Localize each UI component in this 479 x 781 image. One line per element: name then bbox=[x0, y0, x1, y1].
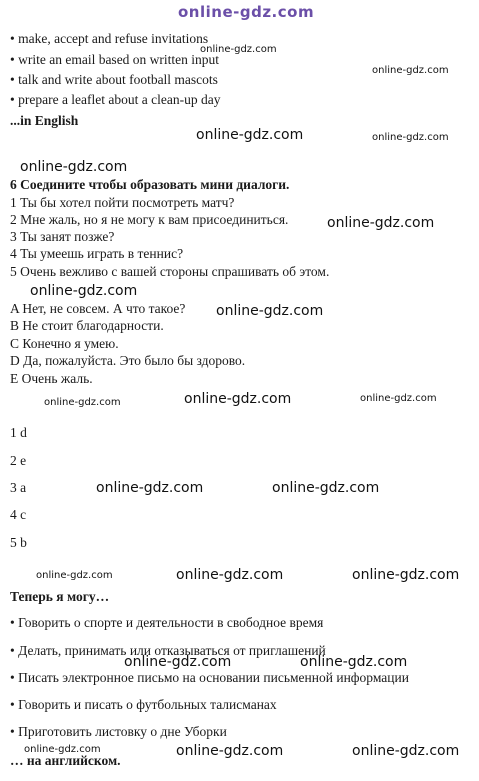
answer-key-item: 1 d bbox=[10, 425, 27, 440]
in-english-heading: ...in English bbox=[10, 113, 79, 128]
goal-item: • prepare a leaflet about a clean-up day bbox=[10, 92, 221, 107]
answer-item: E Очень жаль. bbox=[10, 371, 93, 386]
watermark: online-gdz.com bbox=[36, 570, 113, 581]
watermark: online-gdz.com bbox=[184, 391, 292, 407]
watermark-top: online-gdz.com bbox=[178, 3, 315, 21]
can-do-item: • Приготовить листовку о дне Уборки bbox=[10, 724, 227, 739]
answer-key-item: 4 c bbox=[10, 507, 27, 522]
answer-key-item: 3 a bbox=[10, 480, 27, 495]
can-do-item: • Писать электронное письмо на основании письменной информации bbox=[10, 670, 409, 685]
watermark: online-gdz.com bbox=[272, 480, 380, 496]
in-english-footer: … на английском. bbox=[10, 753, 121, 768]
watermark: online-gdz.com bbox=[24, 744, 101, 755]
question-item: 4 Ты умеешь играть в теннис? bbox=[10, 246, 184, 261]
answer-item: B Не стоит благодарности. bbox=[10, 318, 164, 333]
watermark: online-gdz.com bbox=[30, 283, 138, 299]
now-i-can-title: Теперь я могу… bbox=[10, 589, 110, 604]
question-item: 5 Очень вежливо с вашей стороны спрашивать об этом. bbox=[10, 264, 330, 279]
watermark: online-gdz.com bbox=[352, 567, 460, 583]
watermark: online-gdz.com bbox=[96, 480, 204, 496]
watermark: online-gdz.com bbox=[300, 654, 408, 670]
can-do-item: • Говорить и писать о футбольных талисманах bbox=[10, 697, 277, 712]
question-item: 2 Мне жаль, но я не могу к вам присоединиться. bbox=[10, 212, 289, 227]
answer-key-item: 2 e bbox=[10, 453, 27, 468]
watermark: online-gdz.com bbox=[20, 159, 128, 175]
answer-item: C Конечно я умею. bbox=[10, 336, 119, 351]
watermark: online-gdz.com bbox=[124, 654, 232, 670]
watermark: online-gdz.com bbox=[327, 215, 435, 231]
watermark: online-gdz.com bbox=[196, 127, 304, 143]
watermark: online-gdz.com bbox=[360, 393, 437, 404]
watermark: online-gdz.com bbox=[372, 65, 449, 76]
goal-item: • talk and write about football mascots bbox=[10, 72, 218, 87]
watermark: online-gdz.com bbox=[216, 303, 324, 319]
answer-item: D Да, пожалуйста. Это было бы здорово. bbox=[10, 353, 246, 368]
watermark: online-gdz.com bbox=[176, 743, 284, 759]
question-item: 1 Ты бы хотел пойти посмотреть матч? bbox=[10, 195, 235, 210]
question-item: 3 Ты занят позже? bbox=[10, 229, 115, 244]
can-do-item: • Говорить о спорте и деятельности в свободное время bbox=[10, 615, 324, 630]
answer-item: A Нет, не совсем. А что такое? bbox=[10, 301, 186, 316]
watermark: online-gdz.com bbox=[372, 132, 449, 143]
watermark: online-gdz.com bbox=[44, 397, 121, 408]
goal-item: • make, accept and refuse invitations bbox=[10, 31, 209, 46]
answer-key-item: 5 b bbox=[10, 535, 27, 550]
watermark: online-gdz.com bbox=[200, 44, 277, 55]
task-title: 6 Соедините чтобы образовать мини диалоги. bbox=[10, 177, 290, 192]
goal-item: • write an email based on written input bbox=[10, 52, 220, 67]
watermark: online-gdz.com bbox=[352, 743, 460, 759]
watermark: online-gdz.com bbox=[176, 567, 284, 583]
can-do-item: • Делать, принимать или отказываться от приглашений bbox=[10, 643, 326, 658]
